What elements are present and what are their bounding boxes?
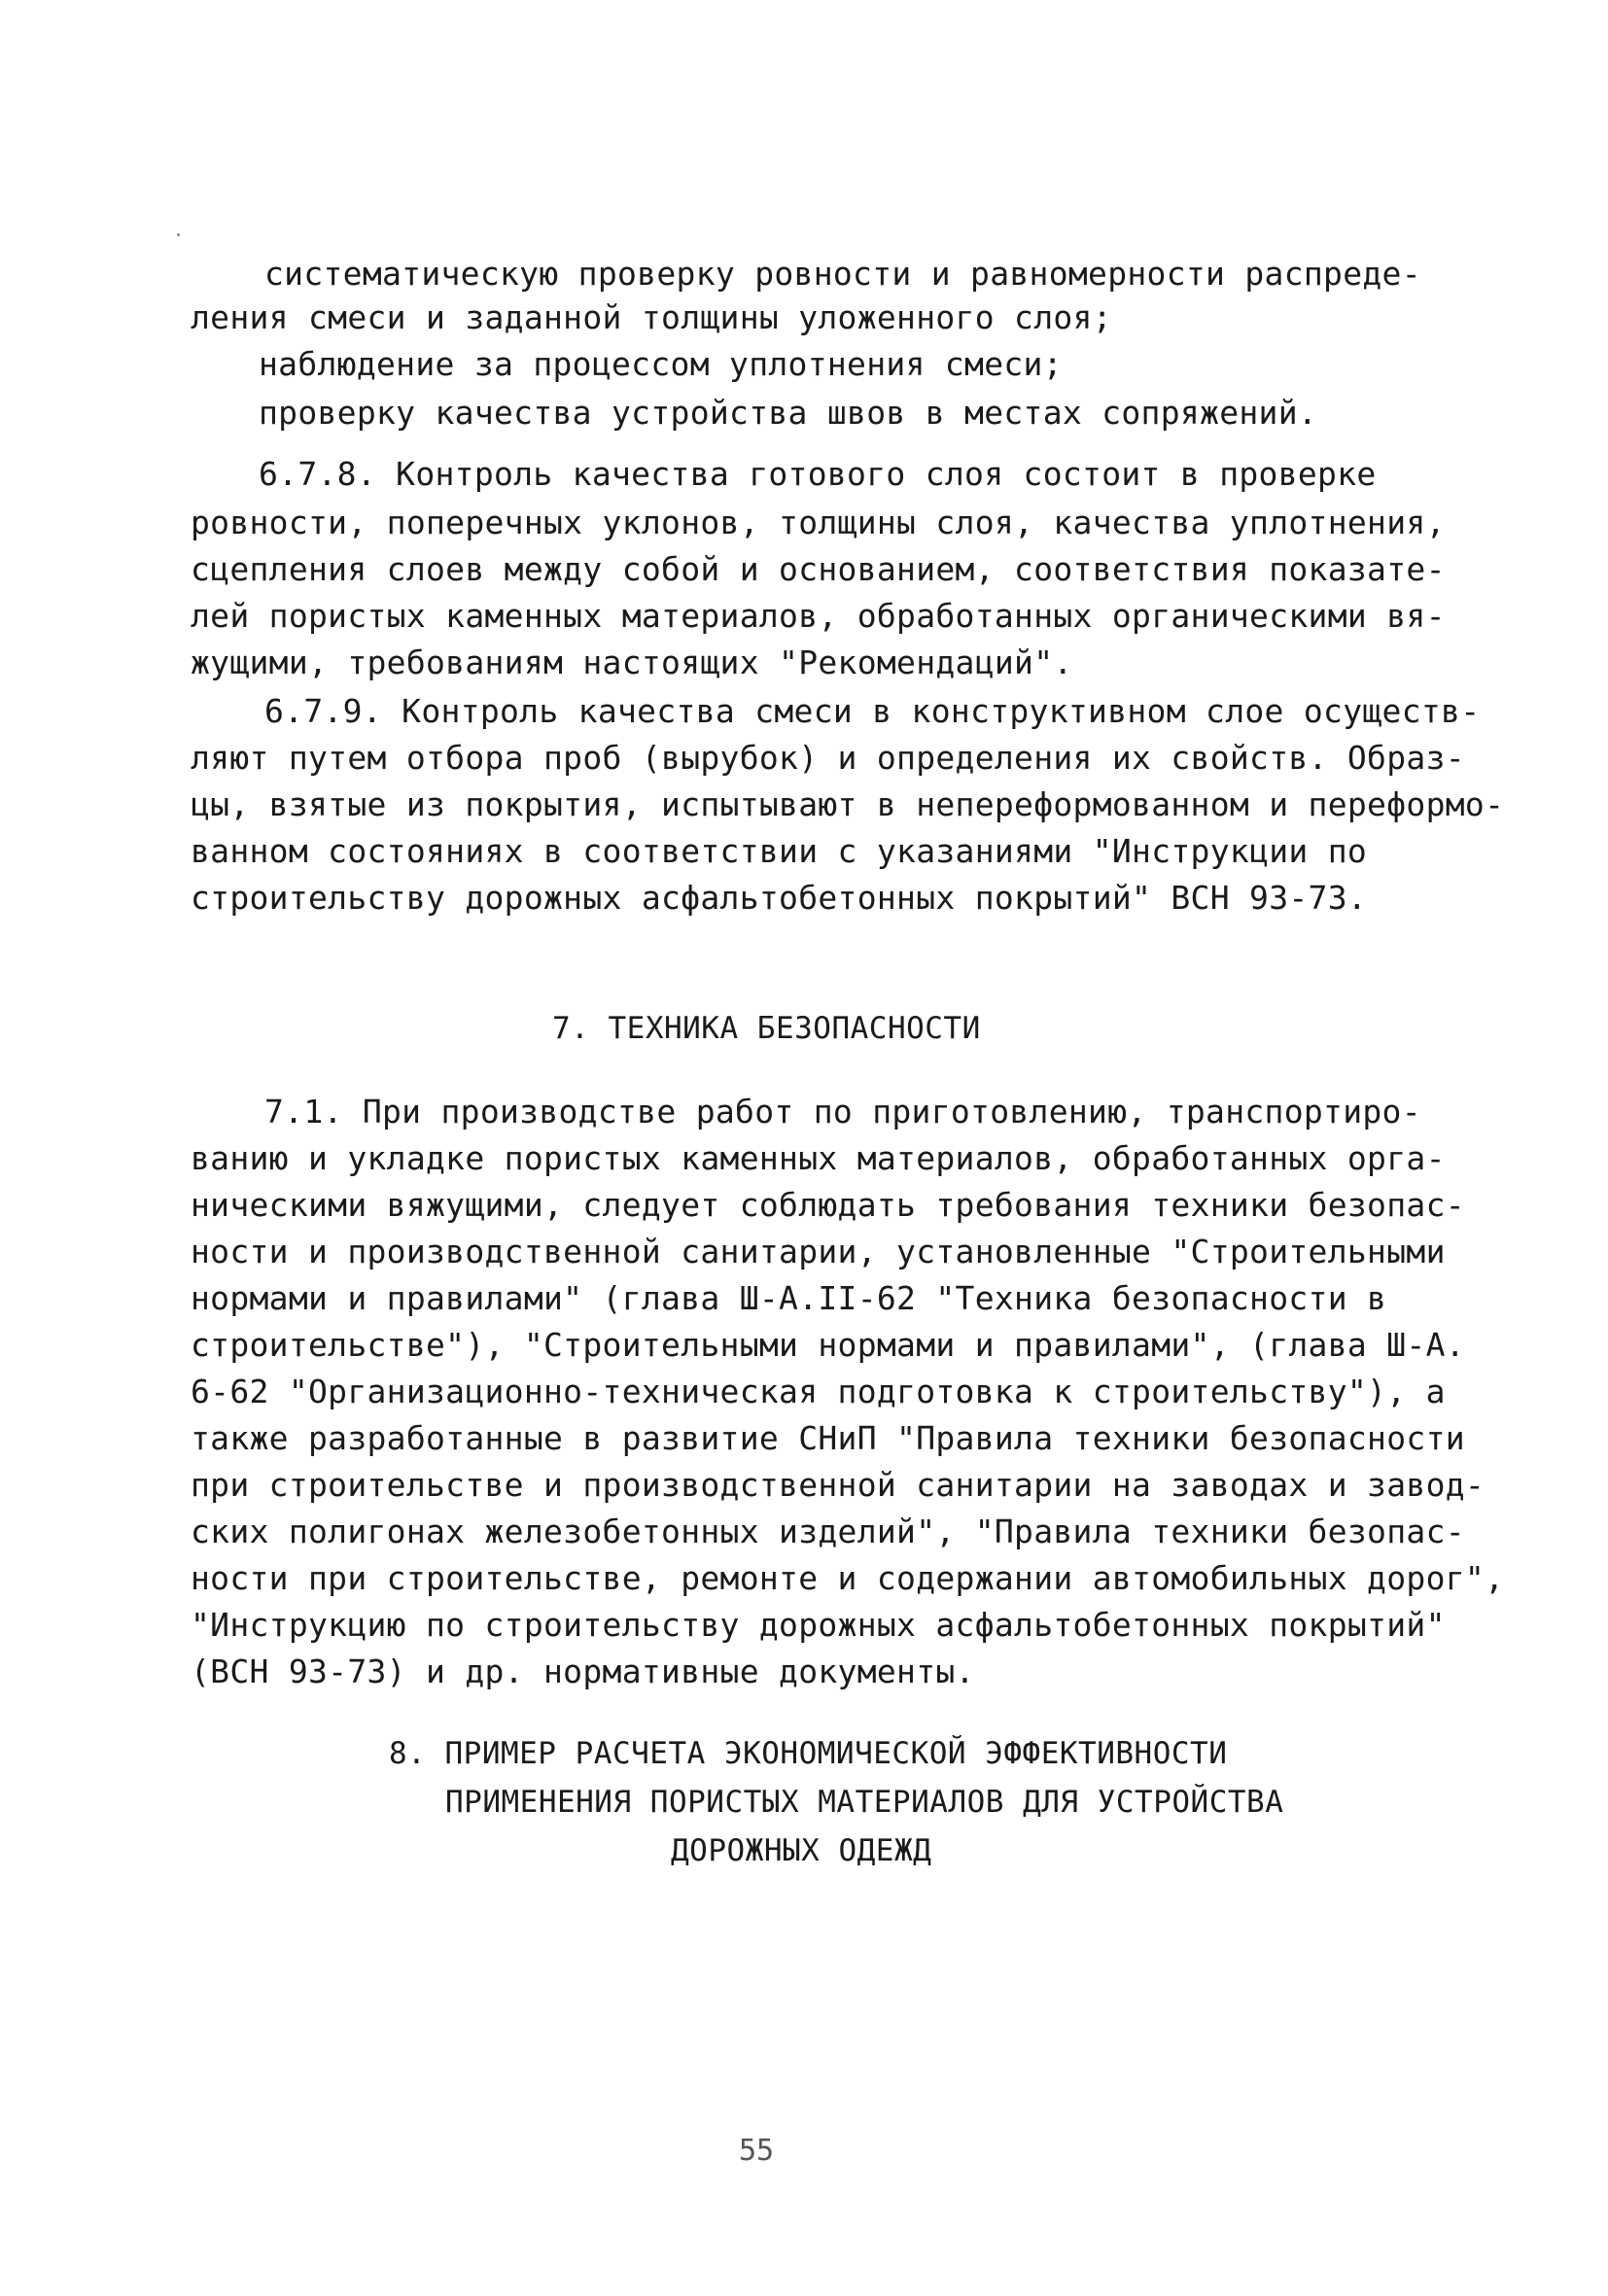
text-line: также разработанные в развитие СНиП "Правила техники безопасности (191, 1419, 1465, 1457)
text-line: сцепления слоев между собой и основанием, соответствия показате- (191, 550, 1446, 588)
text-line: 6.7.8. Контроль качества готового слоя состоит в проверке (259, 455, 1377, 493)
text-line: ническими вяжущими, следует соблюдать требования техники безопас- (191, 1186, 1465, 1224)
text-line: строительству дорожных асфальтобетонных покрытий" ВСН 93-73. (191, 879, 1368, 917)
text-line: 6.7.9. Контроль качества смеси в конструктивном слое осуществ- (264, 692, 1481, 730)
text-line: ления смеси и заданной толщины уложенного слоя; (191, 298, 1112, 336)
text-line: (ВСН 93-73) и др. нормативные документы. (191, 1652, 975, 1690)
text-line: ванию и укладке пористых каменных материалов, обработанных орга- (191, 1139, 1446, 1177)
text-line: ских полигонах железобетонных изделий", "Правила техники безопас- (191, 1513, 1465, 1550)
text-line: строительстве"), "Строительными нормами и правилами", (глава Ш-А. (191, 1326, 1465, 1364)
text-line: "Инструкцию по строительству дорожных асфальтобетонных покрытий" (191, 1606, 1446, 1644)
text-line: ровности, поперечных уклонов, толщины слоя, качества уплотнения, (191, 504, 1446, 541)
text-line: нормами и правилами" (глава Ш-А.II-62 "Техника безопасности в (191, 1279, 1387, 1317)
text-line: ванном состояниях в соответствии с указаниями "Инструкции по (191, 832, 1368, 870)
text-line: цы, взятые из покрытия, испытывают в непереформованном и переформо- (191, 785, 1505, 823)
text-line: проверку качества устройства швов в местах сопряжений. (259, 394, 1318, 432)
text-line: систематическую проверку ровности и равномерности распреде- (264, 255, 1421, 293)
text-line: жущими, требованиям настоящих "Рекомендаций". (191, 644, 1073, 681)
page-number: 55 (739, 2134, 775, 2168)
text-line: 6-62 "Организационно-техническая подготовка к строительству"), а (191, 1373, 1446, 1410)
text-line: ляют путем отбора проб (вырубок) и определения их свойств. Образ- (191, 739, 1465, 777)
section-heading: 7. ТЕХНИКА БЕЗОПАСНОСТИ (552, 1011, 981, 1046)
section-heading: 8. ПРИМЕР РАСЧЕТА ЭКОНОМИЧЕСКОЙ ЭФФЕКТИВНОСТИ (389, 1736, 1228, 1771)
text-line: при строительстве и производственной санитарии на заводах и завод- (191, 1466, 1486, 1504)
section-heading: ПРИМЕНЕНИЯ ПОРИСТЫХ МАТЕРИАЛОВ ДЛЯ УСТРОЙСТВА (445, 1785, 1284, 1820)
text-line: наблюдение за процессом уплотнения смеси; (259, 345, 1063, 383)
text-line: лей пористых каменных материалов, обработанных органическими вя- (191, 597, 1446, 635)
text-line: 7.1. При производстве работ по приготовлению, транспортиро- (264, 1093, 1421, 1131)
text-line: ности при строительстве, ремонте и содержании автомобильных дорог", (191, 1559, 1505, 1597)
section-heading: ДОРОЖНЫХ ОДЕЖД (671, 1833, 932, 1868)
text-line: ности и производственной санитарии, установленные "Строительными (191, 1233, 1446, 1270)
scan-speck (177, 233, 180, 236)
